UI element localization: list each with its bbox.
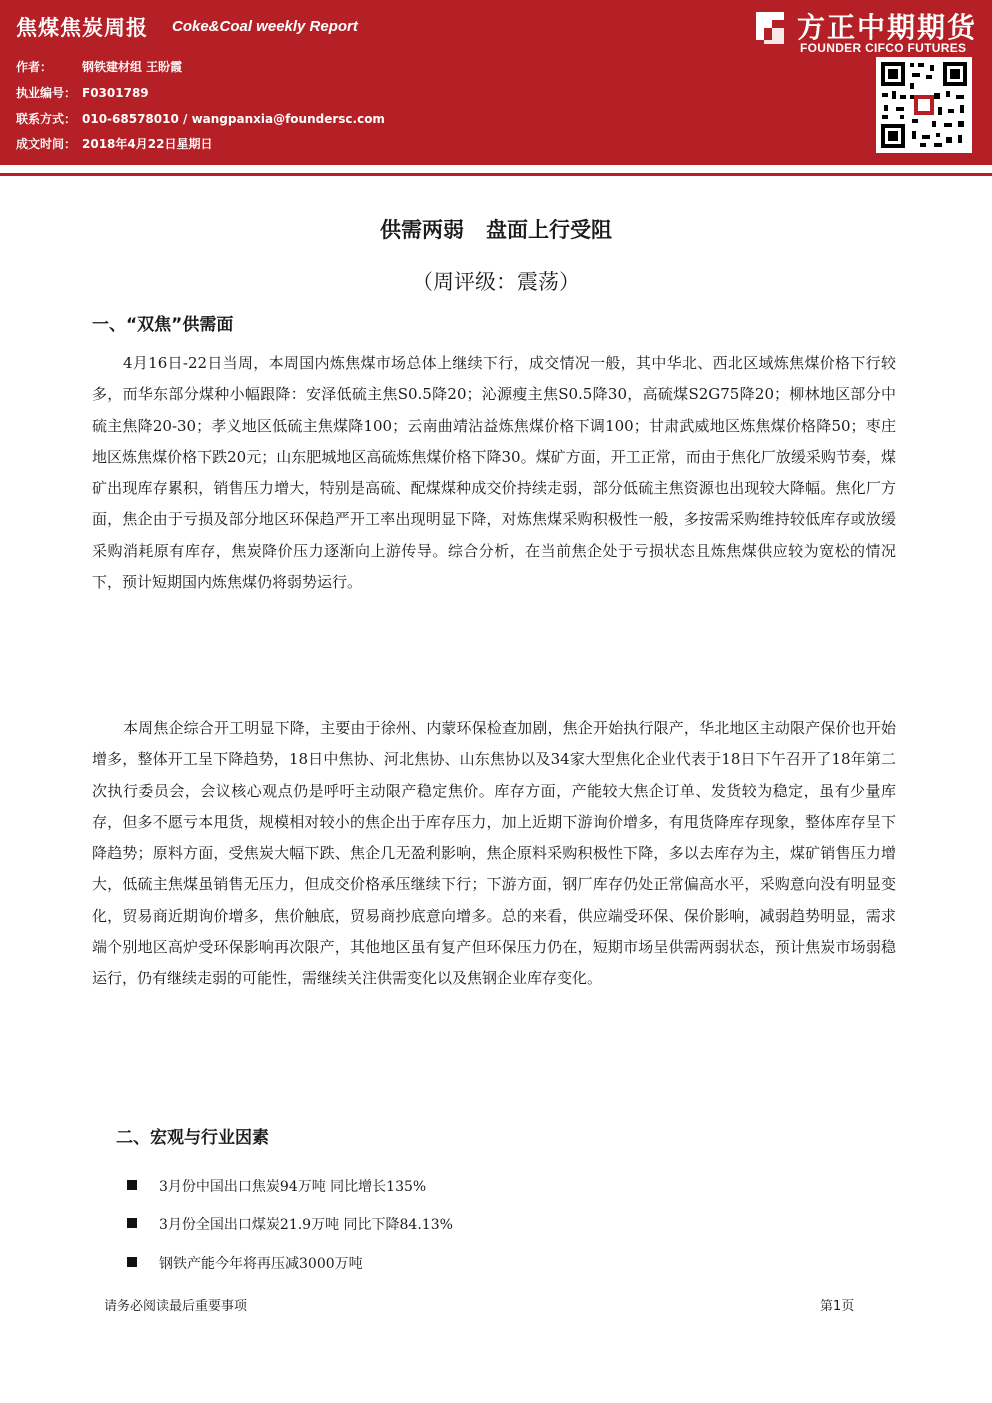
document-title: 供需两弱 盘面上行受阻 [380, 218, 612, 242]
meta-license-key: 执业编号： [16, 86, 77, 100]
meta-license-value: F0301789 [82, 86, 149, 100]
bullet-square-icon [127, 1180, 137, 1190]
meta-license [16, 84, 149, 101]
bullet-square-icon [127, 1218, 137, 1228]
meta-author [16, 58, 182, 75]
paragraph-coking-coal: 4月16日-22日当周，本周国内炼焦煤市场总体上继续下行，成交情况一般，其中华北、西北区域炼焦煤价格下行较多，而华东部分煤种小幅跟降：安泽低硫主焦S0.5降20；沁源瘦主焦S0.5降30，高硫煤S2G75降20；柳林地区部分中硫主焦降20-30；孝义地区低硫主焦煤降100；云南曲靖沾益炼焦煤价格下调100；甘肃武威地区炼焦煤价格降50；枣庄地区炼焦煤价格下跌20元；山东肥城地区高硫炼焦煤价格下降30。煤矿方面，开工正常，而由于焦化厂放缓采购节奏，煤矿出现库存累积，销售压力增大，特别是高硫、配煤煤种成交价持续走弱，部分低硫主焦资源也出现较大降幅。焦化厂方面，焦企由于亏损及部分地区环保趋严开工率出现明显下降，对炼焦煤采购积极性一般，多按需采购维持较低库存或放缓采购消耗原有库存，焦炭降价压力逐渐向上游传导。综合分析，在当前焦企处于亏损状态且炼焦煤供应较为宽松的情况下，预计短期国内炼焦煤仍将弱势运行。 [92, 354, 896, 592]
paragraph-coke: 本周焦企综合开工明显下降，主要由于徐州、内蒙环保检查加剧，焦企开始执行限产，华北地区主动限产保价也开始增多，整体开工呈下降趋势，18日中焦协、河北焦协、山东焦协以及34家大型焦化企业代表于18日下午召开了18年第二次执行委员会，会议核心观点仍是呼吁主动限产稳定焦价。库存方面，产能较大焦企订单、发货较为稳定，虽有少量库存，但多不愿亏本甩货，规模相对较小的焦企出于库存压力，加上近期下游询价增多，有甩货降库存现象，整体库存呈下降趋势；原料方面，受焦炭大幅下跌、焦企几无盈利影响，焦企原料采购积极性下降，多以去库存为主，煤矿销售压力增大，低硫主焦煤虽销售无压力，但成交价格承压继续下行；下游方面，钢厂库存仍处正常偏高水平，采购意向没有明显变化，贸易商近期询价增多，焦价触底，贸易商抄底意向增多。总的来看，供应端受环保、保价影响，减弱趋势明显，需求端个别地区高炉受环保影响再次限产，其他地区虽有复产但环保压力仍在，短期市场呈供需两弱状态，预计焦炭市场弱稳运行，仍有继续走弱的可能性，需继续关注供需变化以及焦钢企业库存变化。 [92, 719, 896, 988]
bullet-item [127, 1176, 426, 1196]
page-number: 第1页 [820, 1299, 855, 1314]
section-heading-supply-demand: 一、“双焦”供需面 [92, 315, 234, 335]
report-title-cn: 焦煤焦炭周报 [16, 16, 148, 40]
header-divider-line [0, 173, 992, 176]
meta-date [16, 135, 212, 152]
meta-date-key: 成文时间： [16, 137, 77, 151]
meta-author-value: 钢铁建材组 王盼霞 [82, 60, 183, 74]
bullet-text: 3月份中国出口焦炭94万吨 同比增长135% [159, 1179, 427, 1195]
report-header [0, 0, 992, 165]
report-title-en: Coke&Coal weekly Report [172, 18, 358, 35]
bullet-item [127, 1253, 363, 1273]
brand-name-cn: 方正中期期货 [797, 11, 978, 44]
brand-logo-icon [750, 8, 788, 48]
bullet-text: 钢铁产能今年将再压减3000万吨 [159, 1256, 363, 1272]
meta-contact-value: 010-68578010 / wangpanxia@foundersc.com [82, 112, 385, 126]
meta-date-value: 2018年4月22日星期日 [82, 137, 213, 151]
bullet-text: 3月份全国出口煤炭21.9万吨 同比下降84.13% [159, 1217, 453, 1233]
brand-name-en: FOUNDER CIFCO FUTURES [800, 41, 967, 55]
section-heading-macro: 二、宏观与行业因素 [116, 1128, 269, 1148]
qr-code-icon [876, 57, 972, 153]
meta-contact [16, 110, 385, 127]
meta-contact-key: 联系方式： [16, 112, 77, 126]
meta-author-key: 作者： [16, 60, 53, 74]
bullet-item [127, 1214, 453, 1234]
footer-notice: 请务必阅读最后重要事项 [104, 1299, 248, 1314]
document-rating: （周评级：震荡） [412, 270, 580, 294]
header-divider [0, 165, 992, 173]
bullet-square-icon [127, 1257, 137, 1267]
